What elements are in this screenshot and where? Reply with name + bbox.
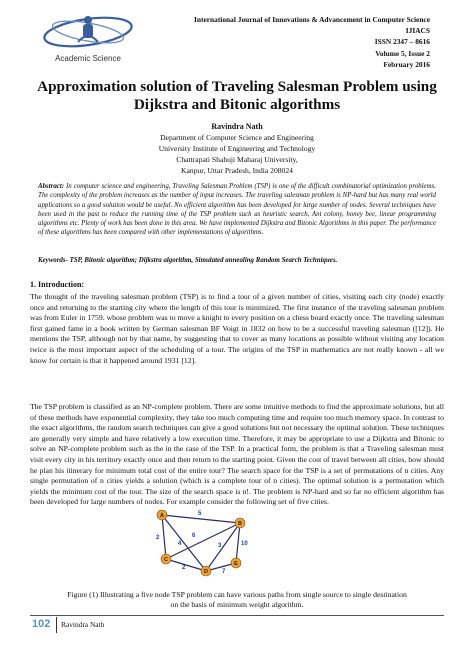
caption-line: Figure (1) Illustrating a five node TSP problem can have various paths from single source to single destination bbox=[67, 590, 407, 599]
tsp-graph-figure bbox=[148, 503, 258, 581]
figure-caption bbox=[30, 590, 444, 610]
author-block bbox=[30, 121, 444, 176]
affiliation-line: Department of Computer Science and Engineering bbox=[160, 133, 314, 142]
body-paragraph: The thought of the traveling salesman problem (TSP) is to find a tour of a given number of cities, visiting each city (node) exactly once and returning to the starting city where the length of this tour is minimized. The first instance of the traveling salesman problem was from Euler in 1759. whose problem was to move a knight to every position on a chess board exactly once. The traveling salesman first gained fame in a book written by German salesman BF Voigt in 1832 on how to be a successful traveling salesman ([12]). He mentions the TSP, although not by that name, by suggesting that to cover as many locations as possible without visiting any location twice is the most important aspect of the scheduling of a tour. The origins of the TSP in mathematics are not really known - all we know for certain is that it happened around 1931 [12]. bbox=[30, 292, 444, 365]
author-name: Ravindra Nath bbox=[211, 122, 263, 131]
node-label: A bbox=[160, 513, 164, 519]
journal-abbrev: IJIACS bbox=[405, 26, 430, 36]
node-label: E bbox=[234, 561, 238, 567]
title-line: Approximation solution of Traveling Salesman Problem using bbox=[37, 78, 437, 95]
journal-header bbox=[130, 14, 430, 70]
abstract-label: Abstract: bbox=[38, 183, 65, 190]
node-label: C bbox=[164, 557, 168, 563]
edge-label: 5 bbox=[198, 511, 202, 517]
edge-label: 6 bbox=[192, 533, 196, 539]
footer-rule bbox=[30, 615, 444, 616]
node-label: B bbox=[238, 521, 242, 527]
graph-edge bbox=[162, 515, 166, 559]
journal-volume: Volume 5, Issue 2 bbox=[375, 48, 430, 58]
edge-label: 4 bbox=[178, 541, 182, 547]
logo-text: Academic Science bbox=[55, 54, 121, 63]
edge-label: 2 bbox=[156, 535, 160, 541]
journal-name: International Journal of Innovations & Advancement in Computer Science bbox=[194, 15, 430, 24]
footer-divider bbox=[56, 617, 57, 633]
edge-label: 3 bbox=[218, 543, 222, 549]
graph-diagram bbox=[148, 503, 258, 581]
paper-title bbox=[30, 78, 444, 114]
page-footer bbox=[30, 615, 444, 635]
affiliation-line: Kanpur, Uttar Pradesh, India 208024 bbox=[181, 166, 293, 175]
graph-edge bbox=[236, 523, 240, 563]
affiliation-line: University Institute of Engineering and Technology bbox=[158, 144, 316, 153]
section-heading: 1. Introduction: bbox=[30, 280, 85, 289]
footer-author: Ravindra Nath bbox=[61, 620, 105, 629]
page-number: 102 bbox=[32, 618, 51, 630]
caption-line: on the basis of minimum weight algorithm. bbox=[170, 600, 304, 610]
edge-label: 10 bbox=[241, 541, 248, 547]
graph-edge bbox=[166, 559, 206, 571]
affiliation-line: Chattrapati Shahuji Maharaj University, bbox=[176, 155, 298, 164]
abstract-text: In computer science and engineering, Traveling Salesman Problem (TSP) is one of the difficult combinatorial optimization problems. The complexity of the problem increases as the number of input increases. The traveling salesman problem is NP-hard but has many real world applications so a good solution would be useful. No efficient algorithm has been developed for large number of nodes. Several techniques have been used in the past to reduce the running time of the TSP problem such as heuristic search, Ant colony, honey bee, linear programming algorithms etc. Plenty of work has been done in this area. We have implemented Dijkstra and Bitonic Algorithms in this paper. The performance of these algorithms has been compared with other implementations of algorithms. bbox=[38, 183, 436, 237]
title-line: Dijkstra and Bitonic algorithms bbox=[133, 96, 341, 113]
body-paragraph: The TSP problem is classified as an NP-complete problem. There are some intuitive methods to find the approximate solutions, but all of these methods have exponential complexity, they take too much computing time and require too much memory space. In contrast to the exact algorithms, the random search techniques can give a good solutions but not necessary the optimal solution. These techniques are generally very simple and have relatively a low execution time. Therefore, it may be appropriate to use a Dijkstra and Bitonic to solve an NP-complete problem such as the in the case of the TSP. In a practical form, the problem is that a Traveling salesman must visit every city in his territory exactly once and then return to the starting point. Given the cost of travel between all cities, how should he plan his itinerary for minimum total cost of the entire tour? The search space for the TSP is a set of permutations of n cities. Any single permutation of n cities yields a solution (which is a complete tour of n cities). The optimal solution is a permutation which yields the minimum cost of the tour. The size of the search space is n!. The problem is NP-hard and so far no efficient algorithm has been developed for large numbers of nodes. For example consider the following set of five cities. bbox=[30, 402, 444, 507]
journal-issn: ISSN 2347 – 8616 bbox=[374, 37, 430, 47]
journal-date: February 2016 bbox=[383, 59, 430, 69]
node-label: D bbox=[204, 569, 208, 575]
abstract bbox=[38, 182, 436, 238]
edge-label: 7 bbox=[222, 569, 226, 575]
keywords: Keywords- TSP, Bitonic algorithm; Dijkstra algorithm, Simulated annealing Random Search Techniques. bbox=[38, 257, 338, 264]
edge-label: 2 bbox=[182, 565, 186, 571]
